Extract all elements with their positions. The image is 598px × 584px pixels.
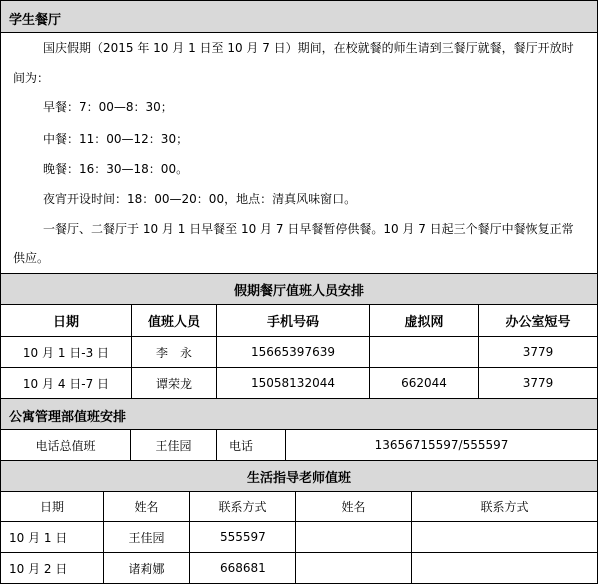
advisor-header-date: 日期 — [0, 491, 104, 522]
advisor-row-2-contact-2 — [411, 552, 598, 584]
apartment-title: 公寓管理部值班安排 — [9, 410, 127, 425]
apartment-phone-label: 电话 — [216, 429, 286, 461]
apartment-title-bar — [0, 398, 598, 430]
advisor-row-2-contact: 668681 — [189, 552, 296, 584]
duty-row-1-date: 10 月 1 日-3 日 — [0, 336, 132, 368]
advisor-row-2-date: 10 月 2 日 — [0, 552, 104, 584]
apartment-duty-person: 王佳园 — [130, 429, 217, 461]
advisor-row-2-name: 诸莉娜 — [103, 552, 190, 584]
duty-table-title: 假期餐厅值班人员安排 — [233, 283, 364, 299]
lunch-hours: 中餐：11：00—12：30； — [43, 132, 189, 146]
duty-table-title-bar — [0, 273, 598, 305]
advisor-row-1-date: 10 月 1 日 — [0, 521, 104, 553]
duty-row-2-office: 3779 — [478, 367, 598, 399]
advisor-header-contact-2: 联系方式 — [411, 491, 598, 522]
duty-header-virtual: 虚拟网 — [369, 304, 479, 337]
advisor-header-name-1: 姓名 — [103, 491, 190, 522]
advisor-row-1-contact-2 — [411, 521, 598, 553]
apartment-phone-number: 13656715597/555597 — [285, 429, 598, 461]
cafeteria-title: 学生餐厅 — [9, 13, 62, 28]
dinner-hours: 晚餐：16：30—18：00。 — [43, 162, 189, 176]
duty-row-2-date: 10 月 4 日-7 日 — [0, 367, 132, 399]
duty-header-staff: 值班人员 — [131, 304, 217, 337]
advisor-table-title: 生活指导老师值班 — [246, 470, 351, 486]
duty-header-date: 日期 — [0, 304, 132, 337]
duty-row-1-staff: 李 永 — [131, 336, 217, 368]
advisor-header-name-2: 姓名 — [295, 491, 412, 522]
duty-header-mobile: 手机号码 — [216, 304, 370, 337]
duty-row-1-virtual — [369, 336, 479, 368]
notice-line-1: 一餐厅、二餐厅于 10 月 1 日早餐至 10 月 7 日早餐暂停供餐。10 月 7 日起三个餐厅中餐恢复正常 — [43, 222, 574, 236]
duty-row-2-staff: 谭荣龙 — [131, 367, 217, 399]
duty-row-2-mobile: 15058132044 — [216, 367, 370, 399]
duty-row-1-mobile: 15665397639 — [216, 336, 370, 368]
advisor-table-title-bar — [0, 460, 598, 492]
advisor-row-1-name-2 — [295, 521, 412, 553]
late-night-hours: 夜宵开设时间：18：00—20：00，地点：清真风味窗口。 — [43, 192, 357, 206]
cafeteria-title-bar — [0, 0, 598, 33]
advisor-row-2-name-2 — [295, 552, 412, 584]
duty-row-2-virtual: 662044 — [369, 367, 479, 399]
intro-line-2: 间为： — [13, 71, 50, 85]
notice-line-2: 供应。 — [13, 251, 50, 265]
duty-header-office: 办公室短号 — [478, 304, 598, 337]
advisor-row-1-contact: 555597 — [189, 521, 296, 553]
advisor-header-contact-1: 联系方式 — [189, 491, 296, 522]
apartment-duty-label: 电话总值班 — [0, 429, 131, 461]
breakfast-hours: 早餐：7：00—8：30； — [43, 100, 173, 114]
intro-line-1: 国庆假期（2015 年 10 月 1 日至 10 月 7 日）期间，在校就餐的师生请到三餐厅就餐，餐厅开放时 — [43, 41, 574, 55]
duty-row-1-office: 3779 — [478, 336, 598, 368]
advisor-row-1-name: 王佳园 — [103, 521, 190, 553]
cafeteria-info-block — [0, 32, 598, 273]
